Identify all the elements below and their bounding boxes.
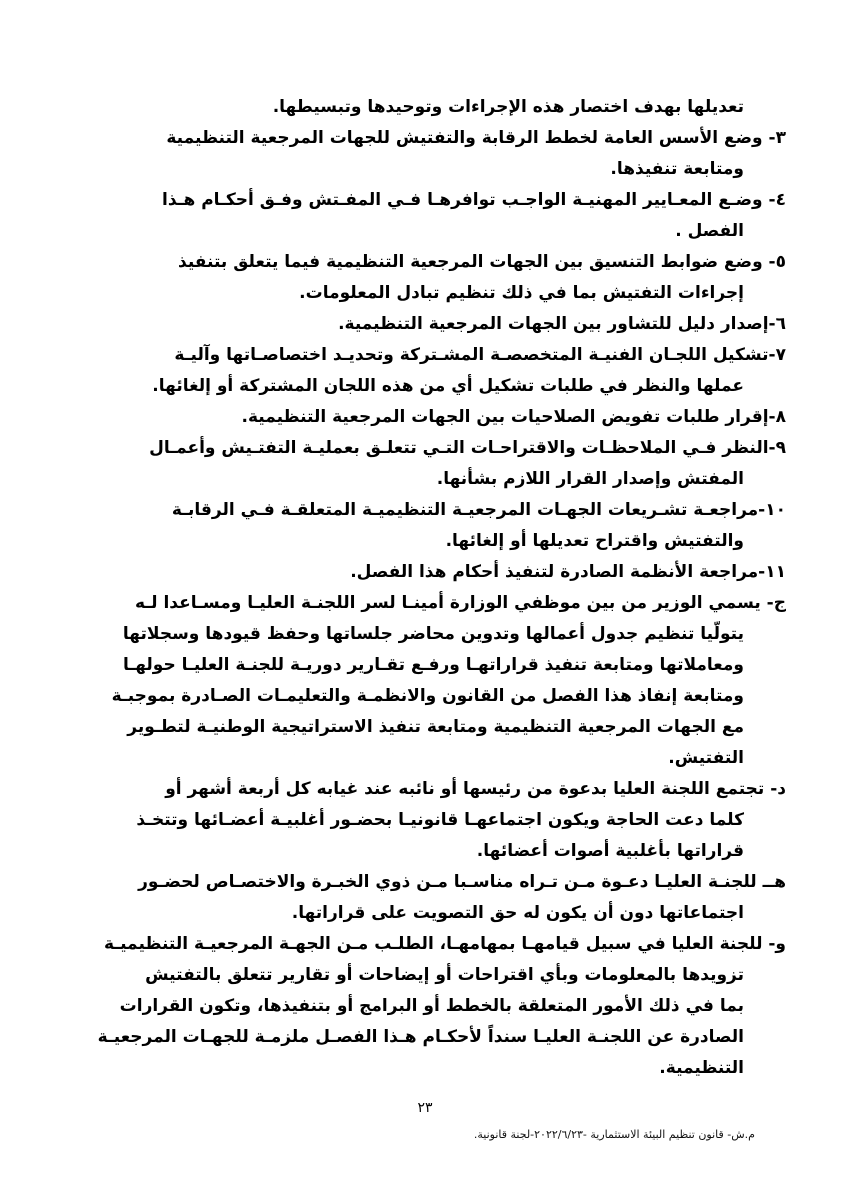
text-line: تعديلها بهدف اختصار هذه الإجراءات وتوحيدها وتبسيطها. (272, 97, 744, 117)
text-line: عملها والنظر في طلبات تشكيل أي من هذه اللجان المشتركة أو إلغائها. (152, 376, 744, 396)
text-line: اجتماعاتها دون أن يكون له حق التصويت على قراراتها. (291, 903, 744, 923)
text-line: المفتش وإصدار القرار اللازم بشأنها. (436, 469, 744, 489)
page-number: ٢٣ (417, 1100, 433, 1116)
text-line: التفتيش. (668, 748, 744, 768)
text-line: والتفتيش واقتراح تعديلها أو إلغائها. (445, 531, 744, 551)
document-body (68, 92, 786, 1084)
text-line: ٥- وضع ضوابط التنسيق بين الجهات المرجعية التنظيمية فيما يتعلق بتنفيذ (178, 252, 786, 272)
text-line: د- تجتمع اللجنة العليا بدعوة من رئيسها أو نائبه عند غيابه كل أربعة أشهر أو (165, 779, 786, 799)
text-line: كلما دعت الحاجة ويكون اجتماعهـا قانونيـا بحضـور أغلبيـة أعضـائها وتتخـذ (136, 810, 744, 830)
text-line: ٤- وضـع المعـايير المهنيـة الواجـب توافرهـا فـي المفـتش وفـق أحكـام هـذا (162, 190, 786, 210)
text-line: بما في ذلك الأمور المتعلقة بالخطط أو البرامج أو بتنفيذها، وتكون القرارات (119, 996, 744, 1016)
text-line: التنظيمية. (659, 1058, 744, 1078)
text-line: يتولّيا تنظيم جدول أعمالها وتدوين محاضر جلساتها وحفظ قيودها وسجلاتها (122, 624, 744, 644)
text-line: ومعاملاتها ومتابعة تنفيذ قراراتهـا ورفـع تقـارير دوريـة للجنـة العليـا حولهـا (123, 655, 744, 675)
text-line: و- للجنة العليا في سبيل قيامهـا بمهامهـا، الطلـب مـن الجهـة المرجعيـة التنظيميـة (104, 934, 786, 954)
text-line: الصادرة عن اللجنـة العليـا سنداً لأحكـام هـذا الفصـل ملزمـة للجهـات المرجعيـة (97, 1027, 744, 1047)
text-line: ومتابعة تنفيذها. (610, 159, 744, 179)
text-line: ٩-النظر فـي الملاحظـات والاقتراحـات التـي تتعلـق بعمليـة التفتـيش وأعمـال (149, 438, 786, 458)
text-line: هــ للجنـة العليـا دعـوة مـن تـراه مناسـبا مـن ذوي الخبـرة والاختصـاص لحضـور (138, 872, 786, 892)
text-line: الفصل . (675, 221, 744, 241)
text-line: ٨-إقرار طلبات تفويض الصلاحيات بين الجهات المرجعية التنظيمية. (241, 407, 786, 427)
text-line: ٧-تشكيل اللجـان الفنيـة المتخصصـة المشـتركة وتحديـد اختصاصـاتها وآليـة (174, 345, 786, 365)
text-line: قراراتها بأغلبية أصوات أعضائها. (476, 841, 744, 861)
text-line: إجراءات التفتيش بما في ذلك تنظيم تبادل المعلومات. (299, 283, 744, 303)
text-line: ومتابعة إنفاذ هذا الفصل من القانون والانظمـة والتعليمـات الصـادرة بموجبـة (111, 686, 744, 706)
text-line: ج- يسمي الوزير من بين موظفي الوزارة أمينـا لسر اللجنـة العليـا ومسـاعدا لـه (135, 593, 786, 613)
footer-note: م.ش- قانون تنظيم البيئة الاستثمارية -٢٠٢٢/٦/٢٣-لجنة قانونية. (473, 1128, 755, 1141)
text-line: ١٠-مراجعـة تشـريعات الجهـات المرجعيـة التنظيميـة المتعلقـة فـي الرقابـة (171, 500, 786, 520)
text-line: تزويدها بالمعلومات وبأي اقتراحات أو إيضاحات أو تقارير تتعلق بالتفتيش (145, 965, 744, 985)
text-line: ٣- وضع الأسس العامة لخطط الرقابة والتفتيش للجهات المرجعية التنظيمية (166, 128, 786, 148)
text-line: ١١-مراجعة الأنظمة الصادرة لتنفيذ أحكام هذا الفصل. (350, 562, 786, 582)
text-line: مع الجهات المرجعية التنظيمية ومتابعة تنفيذ الاستراتيجية الوطنيـة لتطـوير (127, 717, 744, 737)
text-line: ٦-إصدار دليل للتشاور بين الجهات المرجعية التنظيمية. (338, 314, 786, 334)
